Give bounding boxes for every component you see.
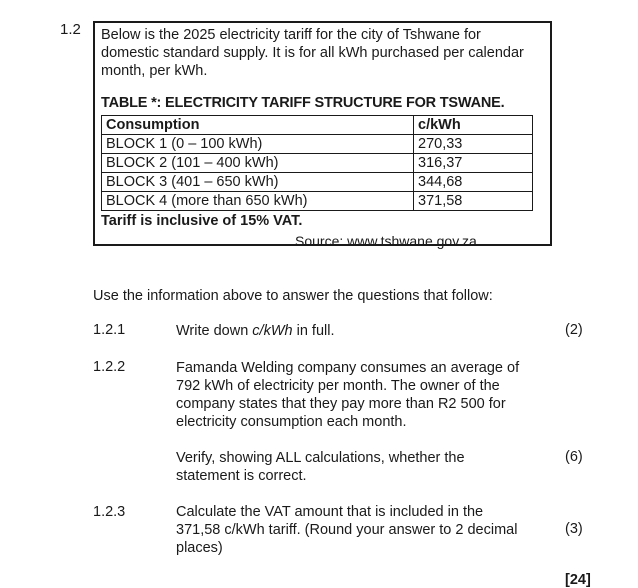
question-1-2-1-text-after: in full. [292,323,335,339]
total-marks: [24] [565,572,591,588]
block-label: BLOCK 1 (0 – 100 kWh) [102,135,414,154]
intro-text: Below is the 2025 electricity tariff for the city of Tshwane for domestic standard supply. It is for all kWh purchased per calendar month, per kWh. [101,27,524,79]
question-1-2-3-number: 1.2.3 [93,504,126,520]
table-row [102,173,533,192]
block-rate: 316,37 [414,154,533,173]
table-row [102,135,533,154]
block-label: BLOCK 4 (more than 650 kWh) [102,192,414,211]
header-c-kwh: c/kWh [414,116,533,135]
tariff-info-box [93,21,552,249]
block-label: BLOCK 2 (101 – 400 kWh) [102,154,414,173]
question-1-2-2-text: Famanda Welding company consumes an average of 792 kWh of electricity per month. The owner of the company states that they pay more than R2 500 for electricity consumption each month. [176,360,520,430]
tariff-table [101,115,533,211]
question-1-2-2-text-verify: Verify, showing ALL calculations, whether the statement is correct. [176,450,465,484]
block-rate: 270,33 [414,135,533,154]
vat-note: Tariff is inclusive of 15% VAT. [101,213,303,229]
question-1-2-1-text-before: Write down [176,323,253,339]
question-1-2-1-term: c/kWh [252,323,293,339]
question-number: 1.2 [60,21,81,38]
question-1-2-1-marks: (2) [565,322,583,338]
table-row [102,154,533,173]
source-citation: Source: www.tshwane.gov.za [295,233,477,249]
question-1-2-3-text: Calculate the VAT amount that is included in the 371,58 c/kWh tariff. (Round your answer to 2 decimal places) [176,504,518,556]
question-1-2-3-marks: (3) [565,521,583,537]
question-1-2-1-text [176,322,536,340]
block-label: BLOCK 3 (401 – 650 kWh) [102,173,414,192]
table-header-row [102,116,533,135]
question-1-2-1-number: 1.2.1 [93,322,126,338]
question-1-2-2-number: 1.2.2 [93,359,126,375]
table-title: TABLE *: ELECTRICITY TARIFF STRUCTURE FOR TSWANE. [101,95,505,111]
instruction-text: Use the information above to answer the questions that follow: [93,288,493,304]
block-rate: 371,58 [414,192,533,211]
question-1-2-2-marks: (6) [565,449,583,465]
header-consumption: Consumption [102,116,414,135]
block-rate: 344,68 [414,173,533,192]
table-row [102,192,533,211]
